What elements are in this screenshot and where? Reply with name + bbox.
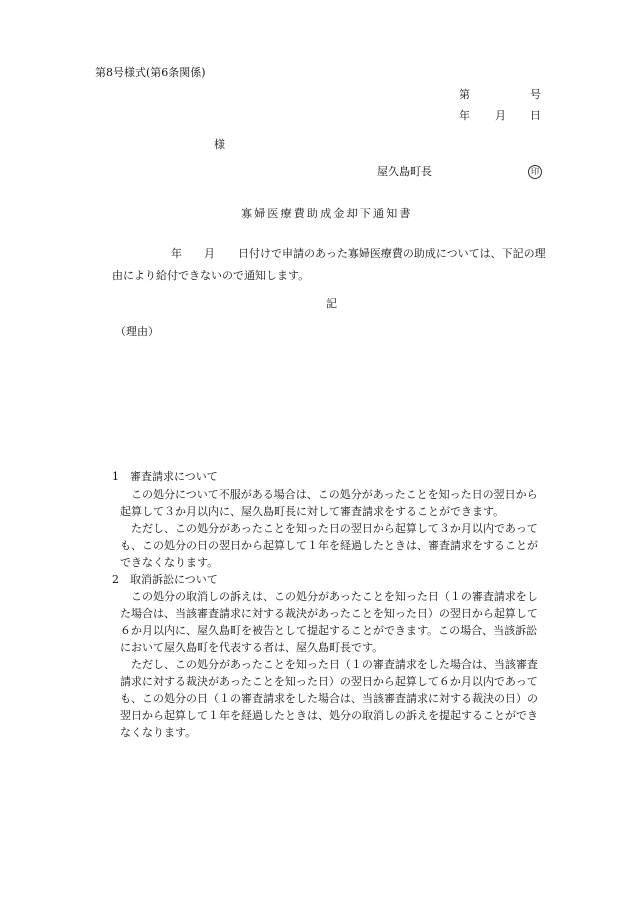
section-2-line: この処分の取消しの訴えは、この処分があったことを知った日（１の審査請求をし [131,590,538,603]
addressee-honorific: 様 [214,138,225,151]
body-line-1: 日付けで申請のあった寡婦医療費の助成については、下記の理 [238,247,546,260]
section-1-line: も、この処分の日の翌日から起算して１年を経過したときは、審査請求をすることが [120,539,538,552]
form-number: 第8号様式(第6条関係) [95,66,206,79]
section-2-line: も、この処分の日（１の審査請求をした場合は、当該審査請求に対する裁決の日）の [120,692,538,705]
date-day: 日 [530,109,541,122]
date-year: 年 [459,109,470,122]
body-year: 年 [171,247,182,260]
section-2-heading: 2 取消訴訟について [112,573,218,586]
section-2-line: 翌日から起算して１年を経過したときは、処分の取消しの訴えを提起することができ [120,709,538,722]
body-line-2: 由により給付できないので通知します。 [112,269,310,282]
body-month: 月 [204,247,215,260]
section-2-line: 請求に対する裁決があったことを知った日）の翌日から起算して６か月以内であって [120,675,538,688]
ki-label: 記 [326,297,337,310]
seal-mark: 印 [528,165,542,179]
section-2-line: ６か月以内に、屋久島町を被告として提起することができます。この場合、当該訴訟 [120,624,538,637]
section-2-line: において屋久島町を代表する者は、屋久島町長です。 [120,641,384,654]
sender-name: 屋久島町長 [377,165,432,178]
date-month: 月 [495,109,506,122]
section-1-line: 起算して３か月以内に、屋久島町長に対して審査請求をすることができます。 [120,505,505,518]
doc-no-prefix: 第 [459,88,470,101]
reason-label: （理由） [115,325,159,338]
doc-no-suffix: 号 [530,88,541,101]
section-2-line: た場合は、当該審査請求に対する裁決があったことを知った日）の翌日から起算して [120,607,538,620]
section-2-line: なくなります。 [120,726,197,739]
section-2-line: ただし、この処分があったことを知った日（１の審査請求をした場合は、当該審査 [131,658,538,671]
document-title: 寡婦医療費助成金却下通知書 [241,207,413,220]
section-1-heading: 1 審査請求について [112,470,218,483]
section-1-line: できなくなります。 [120,556,219,569]
section-1-line: ただし、この処分があったことを知った日の翌日から起算して３か月以内であって [131,522,538,535]
section-1-line: この処分について不服がある場合は、この処分があったことを知った日の翌日から [131,488,538,501]
